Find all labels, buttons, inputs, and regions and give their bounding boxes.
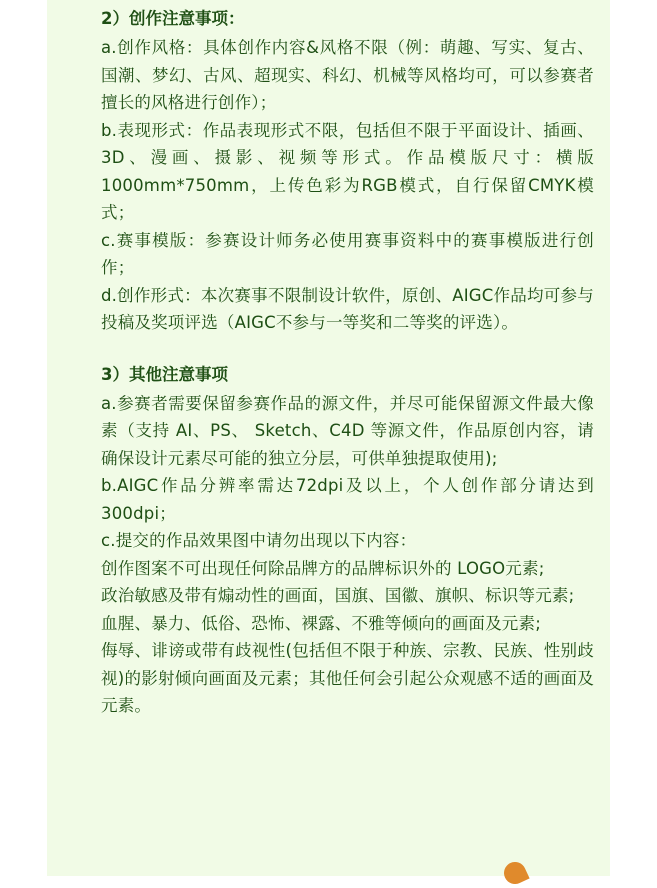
section-spacer	[101, 337, 594, 364]
section-heading: 3）其他注意事项	[101, 364, 228, 384]
paragraph-style: a.创作风格：具体创作内容&风格不限（例：萌趣、写实、复古、国潮、梦幻、古风、超现实、科幻、机械等风格均可，可以参赛者擅长的风格进行创作）；	[101, 38, 594, 112]
paragraph-prohibited-discrimination: 侮辱、诽谤或带有歧视性(包括但不限于种族、宗教、民族、性别歧视)的影射倾向画面及元素；其他任何会引起公众观感不适的画面及元素。	[101, 641, 594, 715]
content-panel	[47, 0, 610, 876]
section-heading: 2）创作注意事项：	[101, 9, 245, 28]
paragraph-creation-form: d.创作形式：本次赛事不限制设计软件，原创、AIGC作品均可参与投稿及奖项评选（AIGC不参与一等奖和二等奖的评选）。	[101, 285, 594, 332]
paragraph-template: c.赛事模版：参赛设计师务必使用赛事资料中的赛事模版进行创作；	[101, 230, 594, 277]
paragraph-prohibited-violence: 血腥、暴力、低俗、恐怖、裸露、不雅等倾向的画面及元素;	[101, 613, 541, 633]
section-creation-notes	[101, 8, 594, 337]
paragraph-prohibited-logo: 创作图案不可出现任何除品牌方的品牌标识外的 LOGO元素;	[101, 558, 545, 578]
paragraph-source-files: a.参赛者需要保留参赛作品的源文件，并尽可能保留源文件最大像素（支持 AI、PS、 Sketch、C4D 等源文件，作品原创内容，请确保设计元素尽可能的独立分层，可供单独提取使用);	[101, 393, 594, 468]
paragraph-prohibited-intro: c.提交的作品效果图中请勿出现以下内容：	[101, 531, 417, 550]
paragraph-prohibited-political: 政治敏感及带有煽动性的画面，国旗、国徽、旗帜、标识等元素;	[101, 586, 575, 605]
paragraph-format: b.表现形式：作品表现形式不限，包括但不限于平面设计、插画、3D、漫画、摄影、视频等形式。作品模版尺寸：横版1000mm*750mm，上传色彩为RGB模式，自行保留CMYK模式；	[101, 120, 594, 222]
section-other-notes	[101, 364, 594, 720]
paragraph-resolution: b.AIGC作品分辨率需达72dpi及以上，个人创作部分请达到300dpi；	[101, 476, 594, 523]
